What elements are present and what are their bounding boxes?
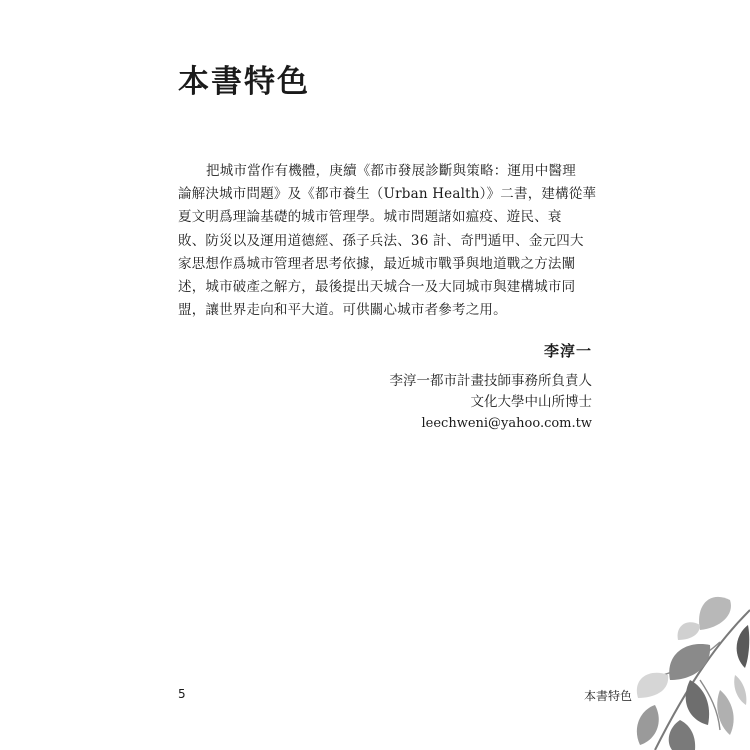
- body-line: 盟，讓世界走向和平大道。可供關心城市者參考之用。: [178, 302, 507, 319]
- body-line: 敗、防災以及運用道德經、孫子兵法、36 計、奇門遁甲、金元四大: [178, 232, 584, 249]
- author-affiliation: [390, 371, 593, 434]
- author-email: leechweni@yahoo.com.tw: [421, 416, 592, 431]
- body-line: 夏文明爲理論基礎的城市管理學。城市問題諸如瘟疫、遊民、衰: [178, 209, 562, 226]
- body-paragraph: [178, 160, 598, 322]
- body-line: 把城市當作有機體，庚續《都市發展診斷與策略：運用中醫理: [206, 163, 576, 179]
- affiliation-office: 李淳一都市計畫技師事務所負責人: [389, 373, 592, 389]
- affiliation-degree: 文化大學中山所博士: [470, 394, 592, 410]
- running-header: 本書特色: [584, 689, 633, 703]
- leaf-branch-icon: [560, 580, 750, 750]
- author-signature: 李淳一: [543, 342, 592, 360]
- body-line: 述，城市破產之解方，最後提出天城合一及大同城市與建構城市同: [178, 279, 576, 296]
- page-number: 5: [178, 687, 186, 701]
- body-line: 論解決城市問題》及《都市養生（Urban Health）》二書，建構從華: [178, 186, 597, 203]
- page-title: 本書特色: [178, 64, 310, 100]
- body-line: 家思想作爲城市管理者思考依據，最近城市戰爭與地道戰之方法闡: [178, 255, 576, 272]
